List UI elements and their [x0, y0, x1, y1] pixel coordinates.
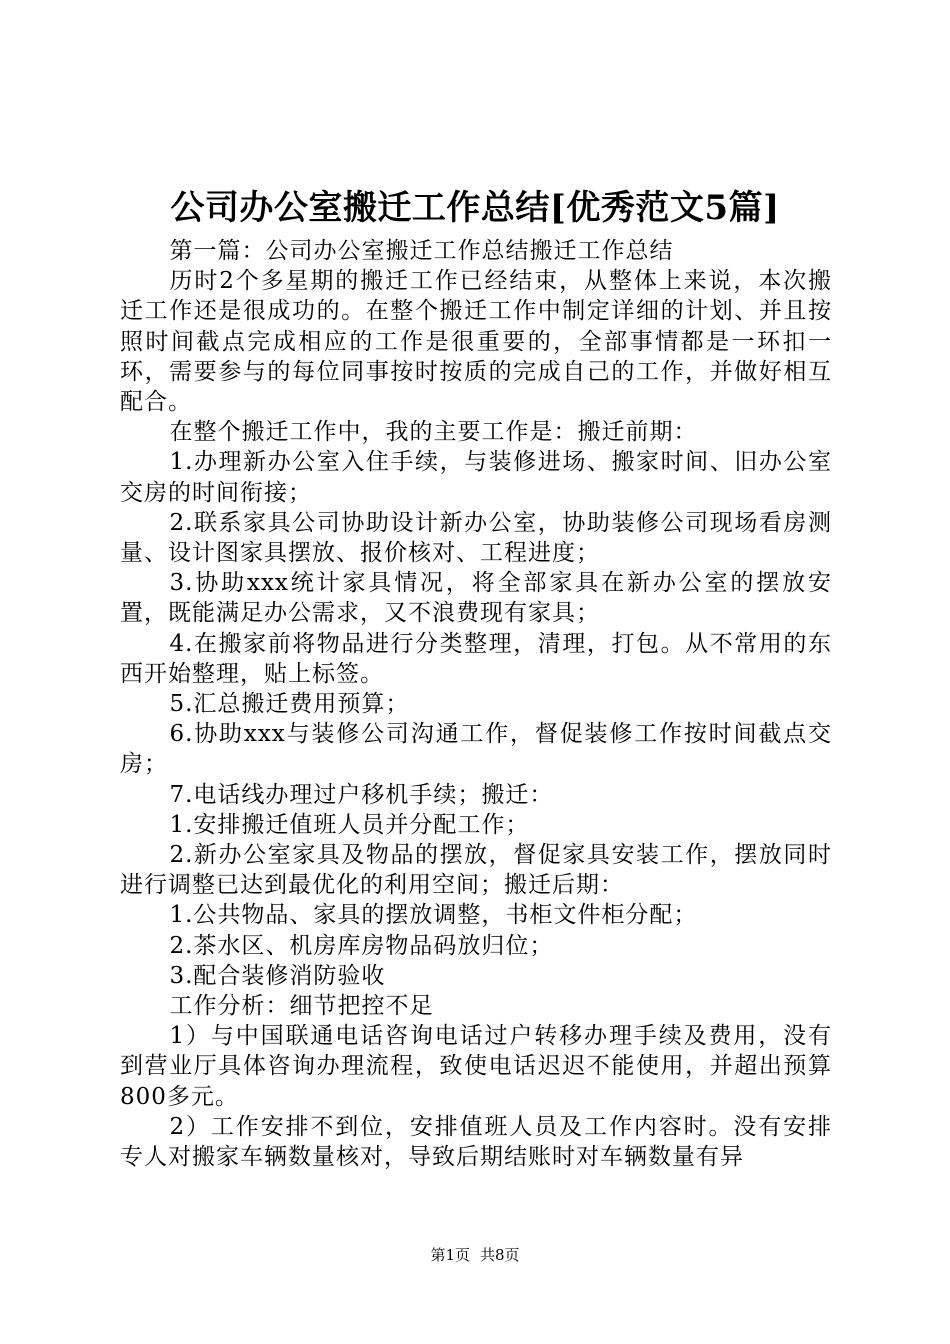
- page-total: 共8页: [480, 1246, 520, 1264]
- paragraph: 在整个搬迁工作中，我的主要工作是：搬迁前期：: [169, 419, 698, 446]
- paragraph: 2.茶水区、机房库房物品码放归位；: [169, 932, 554, 959]
- page-footer: [0, 1245, 950, 1265]
- document-body: [120, 236, 832, 1172]
- paragraph: 2.新办公室家具及物品的摆放，督促家具安装工作，摆放同时进行调整已达到最优化的利用空间；搬迁后期：: [120, 842, 832, 899]
- document-title: 公司办公室搬迁工作总结[优秀范文5篇]: [170, 188, 780, 228]
- paragraph: 工作分析：细节把控不足: [169, 993, 434, 1020]
- paragraph: 6.协助xxx与装修公司沟通工作，督促装修工作按时间截点交房；: [120, 721, 832, 778]
- paragraph: 1）与中国联通电话咨询电话过户转移办理手续及费用，没有到营业厅具体咨询办理流程，致使电话迟迟不能使用，并超出预算800多元。: [120, 1023, 832, 1110]
- paragraph: 2）工作安排不到位，安排值班人员及工作内容时。没有安排专人对搬家车辆数量核对，导致后期结账时对车辆数量有异: [120, 1113, 832, 1171]
- paragraph: 1.办理新办公室入住手续，与装修进场、搬家时间、旧办公室交房的时间衔接；: [120, 449, 832, 506]
- paragraph: 7.电话线办理过户移机手续；搬迁：: [169, 781, 554, 808]
- paragraph: 历时2个多星期的搬迁工作已经结束，从整体上来说，本次搬迁工作还是很成功的。在整个搬迁工作中制定详细的计划、并且按照时间截点完成相应的工作是很重要的，全部事情都是一环扣一环，需要参与的每位同事按时按质的完成自己的工作，并做好相互配合。: [120, 268, 832, 416]
- paragraph: 1.公共物品、家具的摆放调整，书柜文件柜分配；: [169, 902, 698, 929]
- paragraph: 3.协助xxx统计家具情况，将全部家具在新办公室的摆放安置，既能满足办公需求，又不浪费现有家具；: [120, 570, 832, 627]
- page-number: 第1页: [430, 1246, 470, 1264]
- paragraph: 4.在搬家前将物品进行分类整理，清理，打包。从不常用的东西开始整理，贴上标签。: [120, 630, 832, 687]
- paragraph: 5.汇总搬迁费用预算；: [169, 691, 410, 718]
- paragraph: 2.联系家具公司协助设计新办公室，协助装修公司现场看房测量、设计图家具摆放、报价核对、工程进度；: [120, 509, 832, 567]
- paragraph: 第一篇：公司办公室搬迁工作总结搬迁工作总结: [169, 238, 674, 264]
- paragraph: 1.安排搬迁值班人员并分配工作；: [169, 811, 530, 838]
- paragraph: 3.配合装修消防验收: [169, 962, 386, 989]
